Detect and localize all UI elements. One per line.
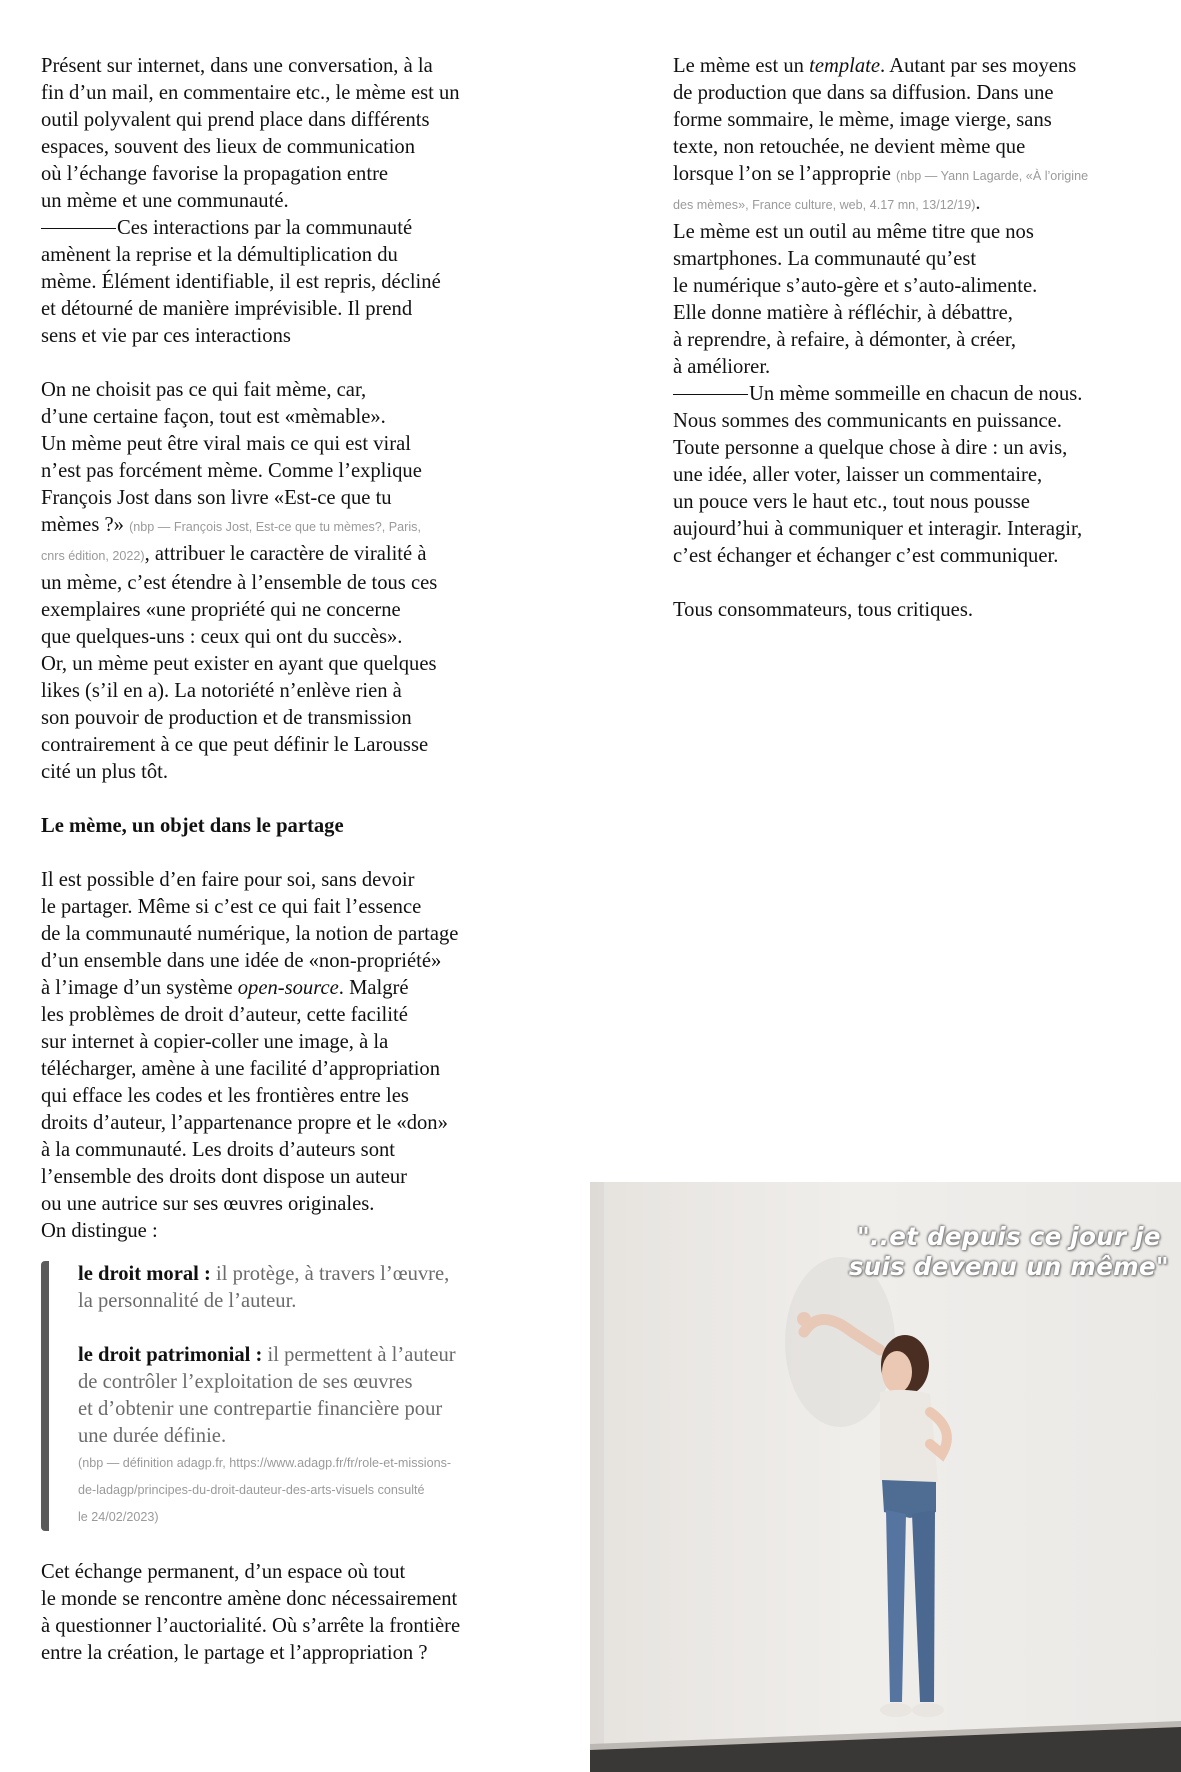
paragraph-template: Le mème est un template. Autant par ses moyens de production que dans sa diffusion. Dans une forme sommaire, le mème, image vierge, sans texte, non retouchée, ne devient mème que lorsque l’on se l’approprie (nbp — Yann Lagarde, «À l’origine des mèmes», France culture, web, 4.17 mn, 13/12/19).	[673, 55, 1089, 214]
paragraph-outil: Le mème est un outil au même titre que nos smartphones. La communauté qu’est le numérique s’auto-gère et s’auto-alimente. Elle donne matière à réfléchir, à débattre, à reprendre, à refaire, à démonter, à créer, à améliorer.	[673, 221, 1038, 378]
footnote-adagp: (nbp — définition adagp.fr, https://www.adagp.fr/fr/role-et-missions- de-ladagp/principes-du-droit-dauteur-des-arts-visuels consulté le 24/02/2023)	[78, 1456, 452, 1524]
paragraph-auctorialite: Cet échange permanent, d’un espace où tout le monde se rencontre amène donc nécessairement à questionner l’auctorialité. Où s’arrête la frontière entre la création, le partage et l’appropriation ?	[41, 1561, 461, 1664]
meme-photo	[590, 1182, 1181, 1772]
footnote-lagarde: (nbp — Yann Lagarde, «À l’origine	[896, 169, 1089, 183]
footnote-jost-cont: cnrs édition, 2022)	[41, 549, 145, 563]
em-dash-rule	[41, 228, 116, 229]
quote-droit-patrimonial: le droit patrimonial : il permettent à l’auteur de contrôler l’exploitation de ses œuvres et d’obtenir une contrepartie financière pour une durée définie.	[78, 1344, 456, 1447]
paragraph-partage: Il est possible d’en faire pour soi, sans devoir le partager. Même si c’est ce qui fait l’essence de la communauté numérique, la notion de partage d’un ensemble dans une idée de «non-propriété» à l’image d’un système open-source. Malgré les problèmes de droit d’auteur, cette facilité sur internet à copier-coller une image, à la télécharger, amène à une facilité d’appropriation qui efface les codes et les frontières entre les droits d’auteur, l’appartenance propre et le «don» à la communauté. Les droits d’auteurs sont l’ensemble des droits dont dispose un auteur ou une autrice sur ses œuvres originales. On distingue :	[41, 869, 459, 1242]
right-column	[673, 53, 1153, 651]
paragraph-memable: On ne choisit pas ce qui fait mème, car, d’une certaine façon, tout est «mèmable». Un mème peut être viral mais ce qui est viral n’est pas forcément mème. Comme l’explique François Jost dans son livre «Est-ce que tu mèmes ?» (nbp — François Jost, Est-ce que tu mèmes?, Paris, cnrs édition, 2022), attribuer le caractère de viralité à un mème, c’est étendre à l’ensemble de tous ces exemplaires «une propriété qui ne concerne que quelques-uns : ceux qui ont du succès». Or, un mème peut exister en ayant que quelques likes (s’il en a). La notoriété n’enlève rien à son pouvoir de production et de transmission contrairement à ce que peut définir le Larousse cité un plus tôt.	[41, 379, 438, 783]
paragraph-conclusion: Tous consommateurs, tous critiques.	[673, 599, 973, 621]
em-dash-rule	[673, 394, 748, 395]
meme-caption: "..et depuis ce jour je suis devenu un même"	[848, 1222, 1169, 1281]
section-heading: Le mème, un objet dans le partage	[41, 815, 344, 837]
quote-droit-moral: le droit moral : il protège, à travers l’œuvre, la personnalité de l’auteur.	[78, 1263, 450, 1312]
footnote-jost: (nbp — François Jost, Est-ce que tu mèmes?, Paris,	[129, 520, 421, 534]
rights-quote-block	[41, 1261, 521, 1531]
left-column	[41, 53, 521, 1667]
paragraph-intro: Présent sur internet, dans une conversation, à la fin d’un mail, en commentaire etc., le mème est un outil polyvalent qui prend place dans différents espaces, souvent des lieux de communication où l’échange favorise la propagation entre un mème et une communauté. Ces interactions par la communauté amènent la reprise et la démultiplication du mème. Élément identifiable, il est repris, décliné et détourné de manière imprévisible. Il prend sens et vie par ces interactions	[41, 55, 460, 347]
paragraph-communicants: Un mème sommeille en chacun de nous. Nous sommes des communicants en puissance. Toute personne a quelque chose à dire : un avis, une idée, aller voter, laisser un commentaire, un pouce vers le haut etc., tout nous pousse aujourd’hui à communiquer et interagir. Interagir, c’est échanger et échanger c’est communiquer.	[673, 383, 1083, 567]
footnote-lagarde-cont: des mèmes», France culture, web, 4.17 mn, 13/12/19)	[673, 198, 976, 212]
